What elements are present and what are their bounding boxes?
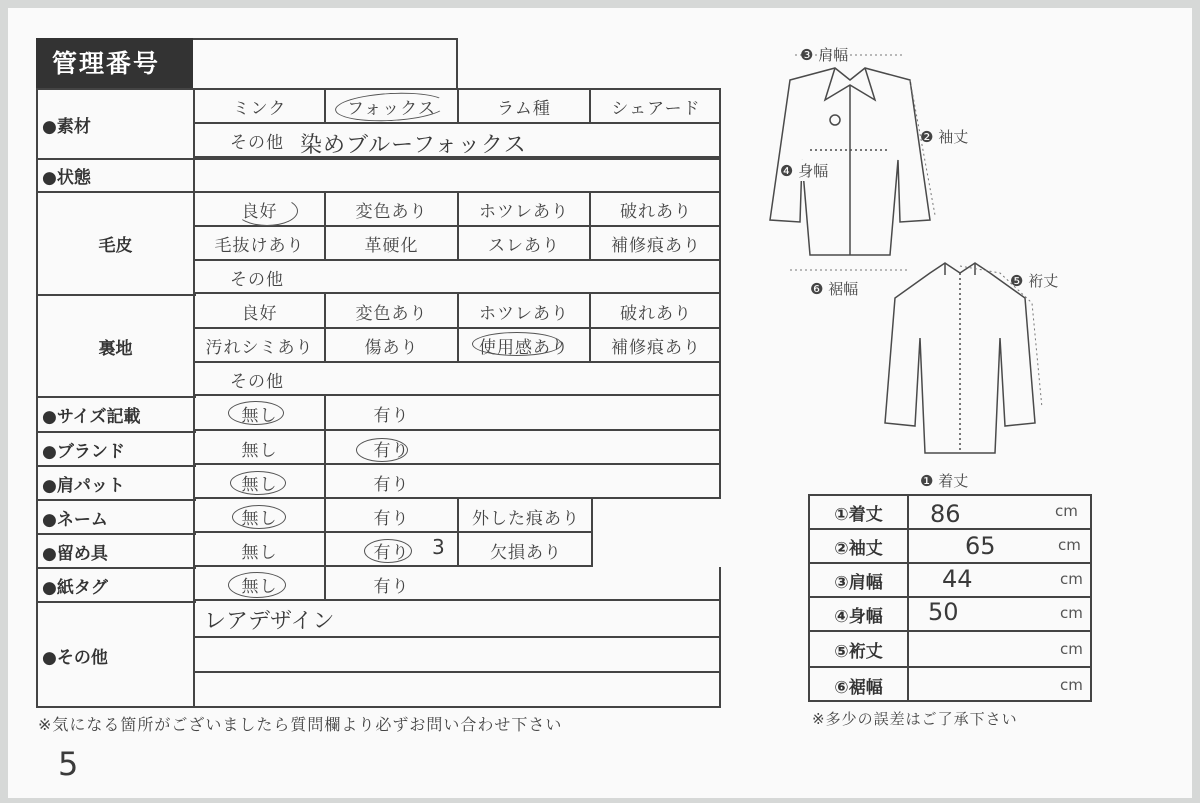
lining-other-label: その他 [230, 372, 284, 392]
page-mark: 5 [58, 745, 79, 783]
lining-fray[interactable]: ホツレあり [479, 303, 569, 324]
fastener-none[interactable]: 無し [241, 542, 278, 563]
shoulder-pad-none[interactable]: 無し [241, 474, 278, 495]
unit-cm: cm [1060, 570, 1083, 588]
fastener-count[interactable]: 3 [432, 535, 445, 559]
fur-hair-loss[interactable]: 毛抜けあり [214, 235, 305, 256]
size-label-none[interactable]: 無し [241, 406, 278, 426]
paper-tag-none[interactable]: 無し [241, 576, 278, 597]
measure-label-shoulder-width: ③肩幅 [834, 572, 883, 593]
lining-label: 裏地 [98, 338, 133, 359]
material-option-mink[interactable]: ミンク [232, 98, 287, 119]
measure-value-total-length[interactable]: 86 [930, 500, 961, 528]
other-label: ●その他 [42, 648, 108, 668]
material-option-fox[interactable]: フォックス [347, 98, 436, 119]
material-label: ●素材 [42, 116, 91, 137]
measure-label-body-width: ④身幅 [834, 606, 883, 627]
unit-cm: cm [1060, 604, 1083, 622]
lining-discolor[interactable]: 変色あり [355, 303, 428, 324]
unit-cm: cm [1058, 536, 1081, 554]
measure-label-hem-width: ⑥裾幅 [834, 677, 883, 698]
paper-none-circle-mark [228, 572, 286, 598]
measurement-note: ※多少の誤差はご了承下さい [812, 710, 1018, 728]
paper-tag-yes[interactable]: 有り [373, 576, 410, 597]
fur-other-label: その他 [230, 270, 284, 290]
question-note: ※気になる箇所がございましたら質問欄より必ずお問い合わせ下さい [38, 715, 563, 734]
shoulder-pad-label: ●肩パット [42, 475, 125, 496]
fur-worn[interactable]: スレあり [488, 235, 560, 256]
name-none-circle-mark [232, 505, 286, 529]
yuki-length-label: ❺ 裄丈 [1010, 272, 1059, 290]
fastener-missing[interactable]: 欠損あり [490, 542, 562, 563]
unit-cm: cm [1060, 640, 1083, 658]
brand-yes-circle-mark [356, 438, 408, 462]
measure-label-yuki-length: ⑤裄丈 [834, 641, 883, 662]
lining-good[interactable]: 良好 [241, 303, 278, 324]
unit-cm: cm [1055, 502, 1078, 520]
material-other-label: その他 [230, 132, 284, 153]
material-option-sheared[interactable]: シェアード [611, 98, 701, 119]
fur-discolor[interactable]: 変色あり [355, 201, 428, 222]
measure-label-sleeve-length: ②袖丈 [834, 538, 883, 559]
material-other-value[interactable]: 染めブルーフォックス [300, 133, 527, 158]
size-none-circle-mark [228, 401, 284, 425]
measure-value-sleeve-length[interactable]: 65 [965, 532, 996, 560]
fur-repair[interactable]: 補修痕あり [611, 235, 701, 256]
size-label-label: ●サイズ記載 [42, 407, 141, 427]
other-value[interactable]: レアデザイン [204, 609, 335, 634]
fur-tear[interactable]: 破れあり [620, 201, 692, 222]
fastener-label: ●留め具 [42, 543, 108, 564]
fur-good-circle-mark [236, 196, 298, 226]
name-tag-yes[interactable]: 有り [373, 508, 410, 529]
fur-good[interactable]: 良好 [241, 201, 278, 222]
lining-used[interactable]: 使用感あり [479, 337, 569, 358]
lining-scratch[interactable]: 傷あり [364, 337, 419, 358]
fastener-yes[interactable]: 有り [373, 542, 410, 563]
name-tag-none[interactable]: 無し [241, 508, 278, 529]
lining-repair[interactable]: 補修痕あり [611, 337, 701, 358]
fur-fray[interactable]: ホツレあり [479, 201, 569, 222]
measure-value-body-width[interactable]: 50 [928, 598, 959, 626]
shoulder-none-circle-mark [230, 471, 286, 495]
measure-value-shoulder-width[interactable]: 44 [942, 565, 973, 593]
brand-yes[interactable]: 有り [373, 440, 410, 461]
fur-hardened[interactable]: 革硬化 [364, 235, 419, 256]
brand-none[interactable]: 無し [241, 440, 278, 461]
name-tag-label: ●ネーム [42, 509, 108, 530]
paper-tag-label: ●紙タグ [42, 577, 108, 598]
fur-label: 毛皮 [98, 236, 133, 256]
brand-label: ●ブランド [42, 441, 125, 462]
sleeve-length-label: ❷ 袖丈 [920, 128, 969, 146]
unit-cm: cm [1060, 676, 1083, 694]
total-length-label: ❶ 着丈 [920, 472, 969, 490]
shoulder-width-label: ❸ 肩幅 [800, 46, 849, 64]
lining-tear[interactable]: 破れあり [620, 303, 692, 324]
material-option-lamb[interactable]: ラム種 [497, 98, 551, 119]
page-title: 管理番号 [52, 49, 161, 78]
body-width-label: ❹ 身幅 [780, 162, 829, 180]
lining-stain[interactable]: 汚れシミあり [205, 337, 314, 358]
shoulder-pad-yes[interactable]: 有り [373, 474, 410, 495]
lining-used-circle-mark [472, 332, 562, 356]
condition-label: ●状態 [42, 168, 91, 188]
fastener-yes-circle-mark [364, 539, 412, 563]
name-tag-removed[interactable]: 外した痕あり [472, 508, 580, 529]
measure-label-total-length: ①着丈 [834, 504, 883, 525]
id-number-field[interactable] [193, 38, 458, 88]
size-label-yes[interactable]: 有り [373, 406, 410, 426]
hem-width-label: ❻ 裾幅 [810, 280, 859, 298]
